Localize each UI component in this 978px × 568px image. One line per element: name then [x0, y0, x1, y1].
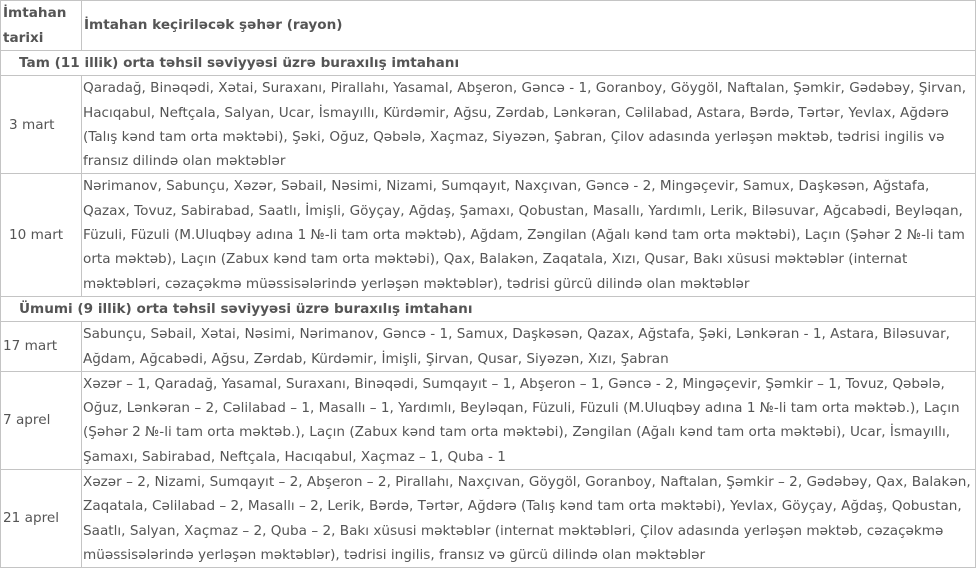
section-row	[1, 51, 976, 76]
exam-date: 10 mart	[1, 174, 82, 296]
exam-cities: Nərimanov, Sabunçu, Xəzər, Səbail, Nəsimi, Nizami, Sumqayıt, Naxçıvan, Gəncə - 2, Mingəçevir, Samux, Daşkəsən, Ağstafa, Qazax, Tovuz, Sabirabad, Saatlı, İmişli, Göyçay, Ağdaş, Şamaxı, Qobustan, Masallı, Yardımlı, Lerik, Biləsuvar, Ağcabədi, Beyləqan, Füzuli, Füzuli (M.Uluqbəy adına 1 №-li tam orta məktəb), Ağdam, Zəngilan (Ağalı kənd tam orta məktəbi), Laçın (Şəhər 2 №-li tam orta məktəb), Laçın (Zabux kənd tam orta məktəbi), Qax, Balakən, Zaqatala, Xızı, Qusar, Bakı xüsusi məktəblər (internat məktəbləri, cəzaçəkmə müəssisələrində yerləşən məktəblər), tədrisi gürcü dilində olan məktəblər	[82, 174, 976, 296]
section-row	[1, 296, 976, 321]
table-row	[1, 371, 976, 469]
exam-date: 17 mart	[1, 322, 82, 372]
exam-date: 3 mart	[1, 76, 82, 174]
table-row	[1, 174, 976, 296]
table-row	[1, 470, 976, 568]
exam-cities: Qaradağ, Binəqədi, Xətai, Suraxanı, Pirallahı, Yasamal, Abşeron, Gəncə - 1, Goranboy, Göygöl, Naftalan, Şəmkir, Gədəbəy, Şirvan, Hacıqabul, Neftçala, Salyan, Ucar, İsmayıllı, Kürdəmir, Ağsu, Zərdab, Lənkəran, Cəlilabad, Astara, Bərdə, Tərtər, Yevlax, Ağdərə (Talış kənd tam orta məktəbi), Şəki, Oğuz, Qəbələ, Xaçmaz, Siyəzən, Şabran, Çilov adasında yerləşən məktəb, tədrisi ingilis və fransız dilində olan məktəblər	[82, 76, 976, 174]
header-row	[1, 1, 976, 51]
exam-date: 7 aprel	[1, 371, 82, 469]
section-title: Tam (11 illik) orta təhsil səviyyəsi üzrə buraxılış imtahanı	[1, 51, 976, 76]
table-row	[1, 322, 976, 372]
exam-cities: Sabunçu, Səbail, Xətai, Nəsimi, Nərimanov, Gəncə - 1, Samux, Daşkəsən, Qazax, Ağstafa, Şəki, Lənkəran - 1, Astara, Biləsuvar, Ağdam, Ağcabədi, Ağsu, Zərdab, Kürdəmir, İmişli, Şirvan, Qusar, Siyəzən, Xızı, Şabran	[82, 322, 976, 372]
section-title: Ümumi (9 illik) orta təhsil səviyyəsi üzrə buraxılış imtahanı	[1, 296, 976, 321]
header-city: İmtahan keçiriləcək şəhər (rayon)	[82, 1, 976, 51]
exam-cities: Xəzər – 2, Nizami, Sumqayıt – 2, Abşeron – 2, Pirallahı, Naxçıvan, Göygöl, Goranboy, Naftalan, Şəmkir – 2, Gədəbəy, Qax, Balakən, Zaqatala, Cəlilabad – 2, Masallı – 2, Lerik, Bərdə, Tərtər, Ağdərə (Talış kənd tam orta məktəbi), Yevlax, Göyçay, Ağdaş, Qobustan, Saatlı, Salyan, Xaçmaz – 2, Quba – 2, Bakı xüsusi məktəblər (internat məktəbləri, Çilov adasında yerləşən məktəb, cəzaçəkmə müəssisələrində yerləşən məktəblər), tədrisi ingilis, fransız və gürcü dilində olan məktəblər	[82, 470, 976, 568]
table-row	[1, 76, 976, 174]
header-date: İmtahan tarixi	[1, 1, 82, 51]
exam-date: 21 aprel	[1, 470, 82, 568]
exam-cities: Xəzər – 1, Qaradağ, Yasamal, Suraxanı, Binəqədi, Sumqayıt – 1, Abşeron – 1, Gəncə - 2, Mingəçevir, Şəmkir – 1, Tovuz, Qəbələ, Oğuz, Lənkəran – 2, Cəlilabad – 1, Masallı – 1, Yardımlı, Beyləqan, Füzuli, Füzuli (M.Uluqbəy adına 1 №-li tam orta məktəb.), Laçın (Şəhər 2 №-li tam orta məktəb.), Laçın (Zabux kənd tam orta məktəbi), Zəngilan (Ağalı kənd tam orta məktəbi), Ucar, İsmayıllı, Şamaxı, Sabirabad, Neftçala, Hacıqabul, Xaçmaz – 1, Quba - 1	[82, 371, 976, 469]
